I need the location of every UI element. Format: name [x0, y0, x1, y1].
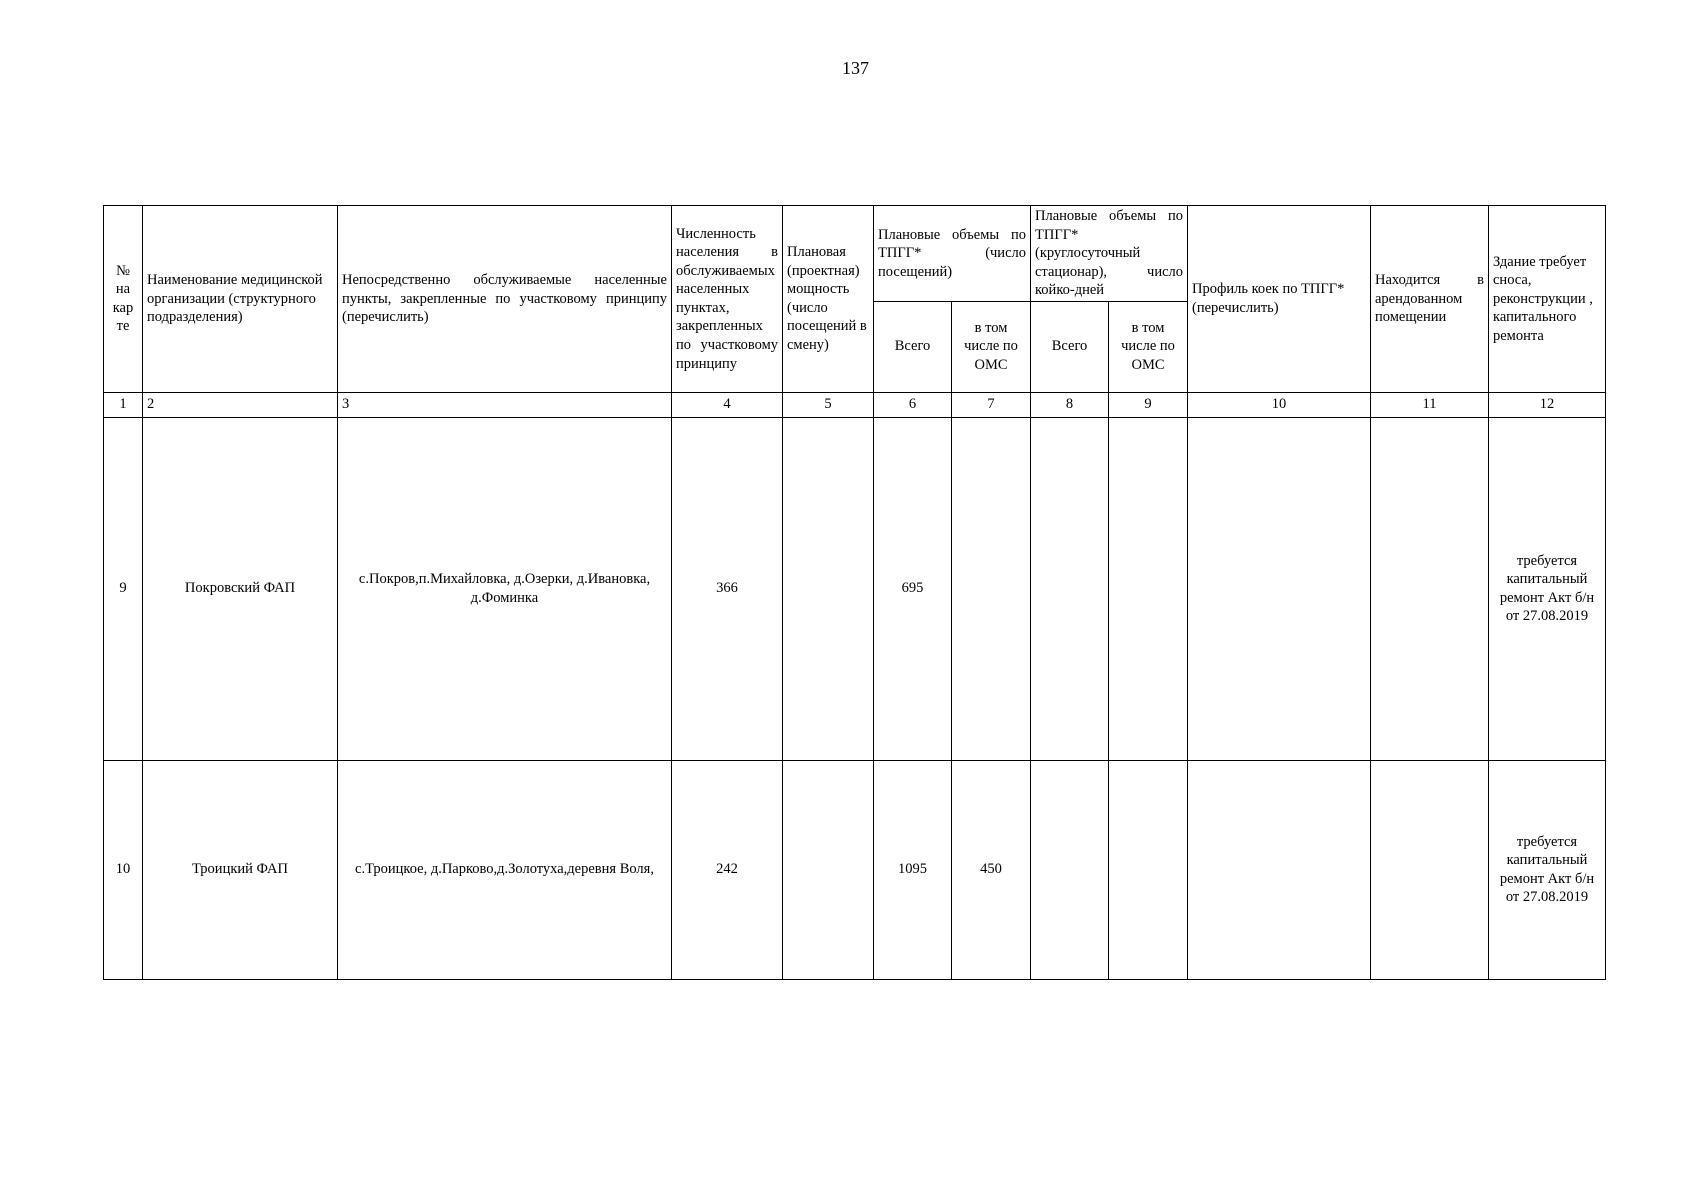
table-row	[104, 417, 1606, 760]
row-beds-total	[1031, 417, 1109, 760]
row-map-number: 10	[104, 760, 143, 979]
header-row-top	[104, 206, 1606, 302]
row-beds-total	[1031, 760, 1109, 979]
row-bed-profile	[1188, 760, 1371, 979]
row-settlements: с.Троицкое, д.Парково,д.Золотуха,деревня Воля,	[338, 760, 672, 979]
row-population: 242	[672, 760, 783, 979]
column-number: 1	[104, 392, 143, 417]
row-rented-premises	[1371, 417, 1489, 760]
row-rented-premises	[1371, 760, 1489, 979]
header-planned-visits: Плановые объемы по ТПГГ* (число посещений)	[874, 206, 1031, 302]
page-number: 137	[842, 58, 869, 78]
column-number: 5	[783, 392, 874, 417]
row-settlements: с.Покров,п.Михайловка, д.Озерки, д.Ивановка, д.Фоминка	[338, 417, 672, 760]
row-capacity	[783, 760, 874, 979]
row-bed-profile	[1188, 417, 1371, 760]
row-population: 366	[672, 417, 783, 760]
column-number: 8	[1031, 392, 1109, 417]
header-beds-total: Всего	[1031, 301, 1109, 392]
header-population: Численность населения в обслуживаемых населенных пунктах, закрепленных по участковому принципу	[672, 206, 783, 393]
column-number: 10	[1188, 392, 1371, 417]
column-number: 9	[1109, 392, 1188, 417]
row-map-number: 9	[104, 417, 143, 760]
row-visits-total: 1095	[874, 760, 952, 979]
header-beds-oms: в том числе по ОМС	[1109, 301, 1188, 392]
row-organization-name: Троицкий ФАП	[143, 760, 338, 979]
row-capacity	[783, 417, 874, 760]
header-planned-bed-days: Плановые объемы по ТПГГ* (круглосуточный стационар), число койко-дней	[1031, 206, 1188, 302]
column-number: 4	[672, 392, 783, 417]
column-numbers-row	[104, 392, 1606, 417]
table-row	[104, 760, 1606, 979]
row-building-status: требуется капитальный ремонт Акт б/н от 27.08.2019	[1489, 760, 1606, 979]
column-number: 12	[1489, 392, 1606, 417]
column-number: 11	[1371, 392, 1489, 417]
header-bed-profile: Профиль коек по ТПГГ* (перечислить)	[1188, 206, 1371, 393]
column-number: 6	[874, 392, 952, 417]
header-settlements: Непосредственно обслуживаемые населенные пункты, закрепленные по участковому принципу (перечислить)	[338, 206, 672, 393]
row-visits-oms	[952, 417, 1031, 760]
header-rented-premises: Находится в арендованном помещении	[1371, 206, 1489, 393]
header-visits-total: Всего	[874, 301, 952, 392]
column-number: 2	[143, 392, 338, 417]
row-visits-oms: 450	[952, 760, 1031, 979]
header-map-number: № на кар те	[104, 206, 143, 393]
row-building-status: требуется капитальный ремонт Акт б/н от 27.08.2019	[1489, 417, 1606, 760]
column-number: 7	[952, 392, 1031, 417]
row-organization-name: Покровский ФАП	[143, 417, 338, 760]
row-beds-oms	[1109, 417, 1188, 760]
header-visits-oms: в том числе по ОМС	[952, 301, 1031, 392]
column-number: 3	[338, 392, 672, 417]
medical-facilities-table	[103, 205, 1606, 980]
header-capacity: Плановая (проектная) мощность (число посещений в смену)	[783, 206, 874, 393]
row-beds-oms	[1109, 760, 1188, 979]
header-building-status: Здание требует сноса, реконструкции , капитального ремонта	[1489, 206, 1606, 393]
row-visits-total: 695	[874, 417, 952, 760]
header-organization-name: Наименование медицинской организации (структурного подразделения)	[143, 206, 338, 393]
